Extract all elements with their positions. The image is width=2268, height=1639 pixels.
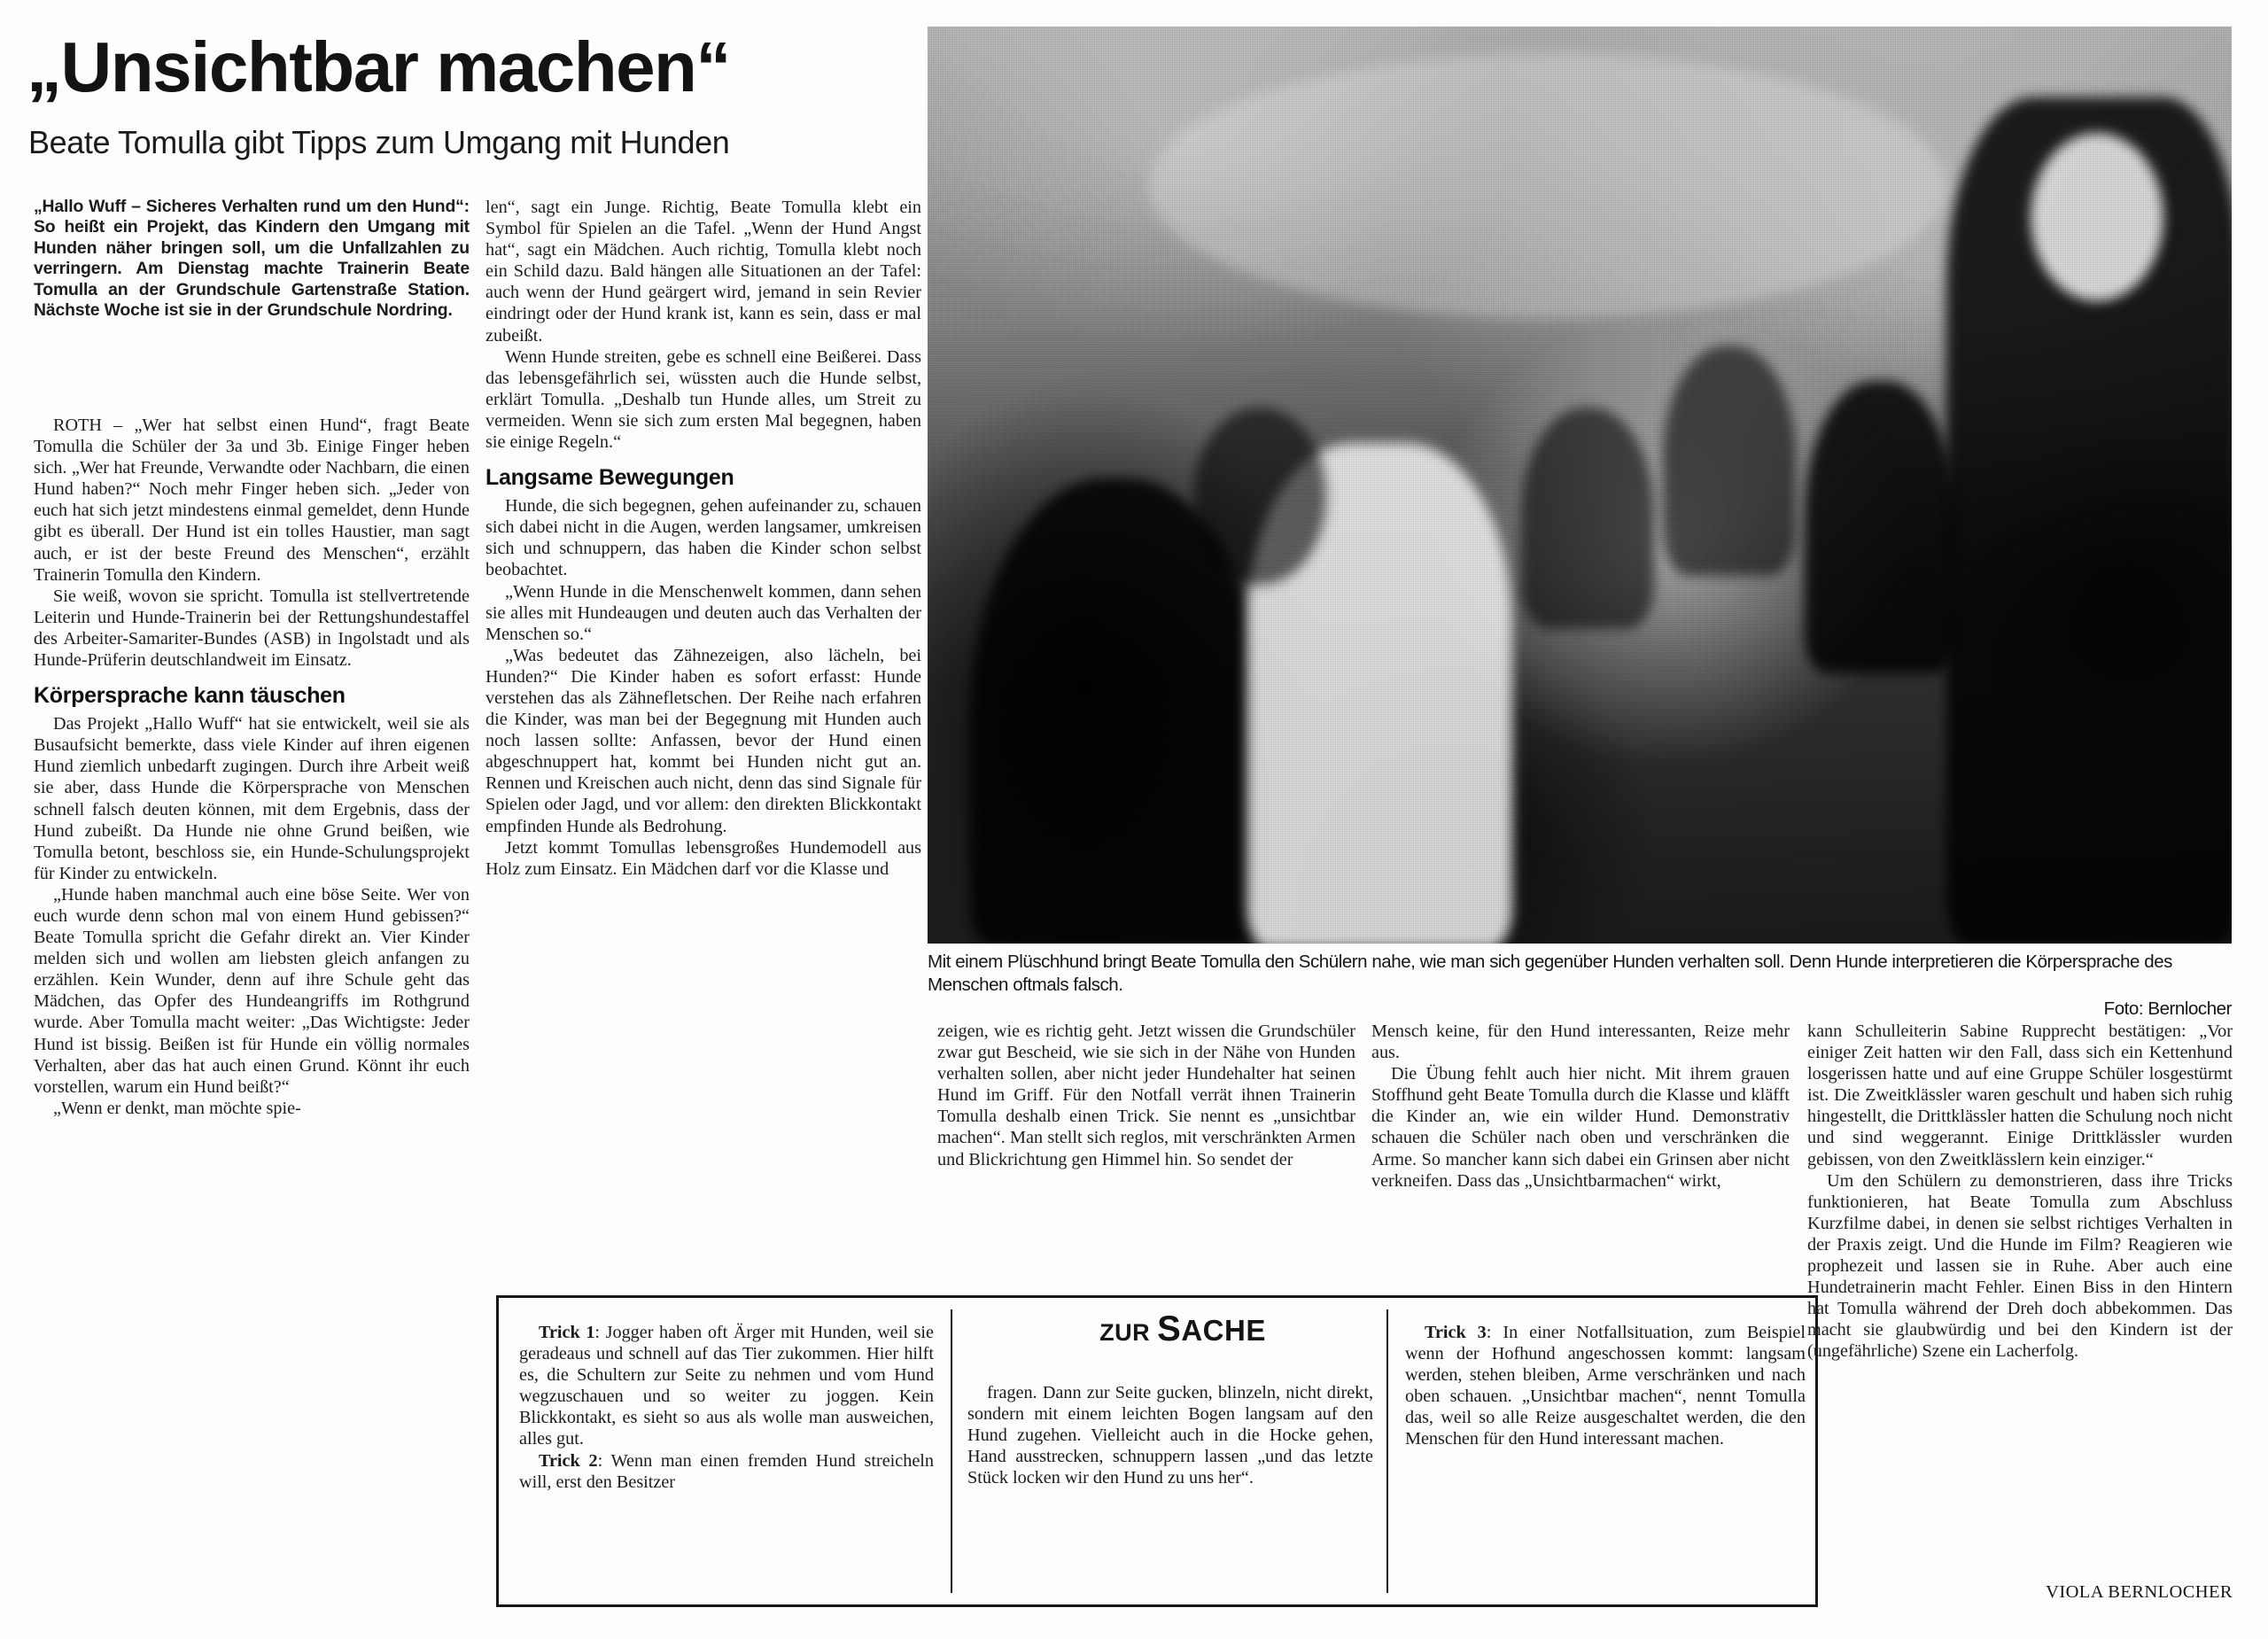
trick-1-text: : Jogger haben oft Ärger mit Hunden, weil sie geradeaus und schnell auf das Tier zukommen. Hier hilft es, die Schultern zur Seite zu nehmen und vom Hund wegzuschauen und so weiter zu joggen. Kein Blickkontakt, es sieht so aus als wolle man ausweichen, alles gut. (519, 1323, 934, 1449)
box-divider-2 (1386, 1309, 1388, 1593)
paragraph: Sie weiß, wovon sie spricht. Tomulla ist stellvertretende Leiterin und Hunde-Trainerin bei der Rettungshundestaffel des Arbeiter-Samariter-Bundes (ASB) in Ingolstadt und als Hunde-Prüferin deutschlandweit im Einsatz. (34, 586, 470, 671)
trick-3-label: Trick 3 (1425, 1323, 1487, 1342)
article-column-2 (485, 197, 921, 880)
paragraph: len“, sagt ein Junge. Richtig, Beate Tomulla klebt ein Symbol für Spielen an die Tafel. „Wenn der Hund Angst hat“, sagt ein Mädchen. Auch richtig, Tomulla klebt noch ein Schild dazu. Bald hängen alle Situationen an der Tafel: auch wenn der Hund geärgert wird, jemand in sein Revier eindringt oder der Hund krank ist, kann es sein, dass er mal zubeißt. (485, 198, 921, 346)
main-photo (928, 27, 2232, 944)
paragraph: Um den Schülern zu demonstrieren, dass ihre Tricks funktionieren, hat Beate Tomulla zum Abschluss Kurzfilme dabei, in denen sie selbst richtiges Verhalten in der Praxis zeigt. Und die Hunde im Film? Reagieren wie prophezeit und lassen sie in Ruhe. Aber auch eine Hundetrainerin macht Fehler. Einen Biss in den Hintern hat Tomulla während der Dreh doch abbekommen. Das macht sie glaubwürdig und bei den Kindern ist der (ungefährliche) Szene ein Lacherfolg. (1807, 1170, 2233, 1362)
page-headline: „Unsichtbar machen“ (27, 27, 730, 106)
trick-2-label: Trick 2 (539, 1450, 598, 1471)
section-heading-koerpersprache: Körpersprache kann täuschen (34, 683, 346, 709)
section-heading-langsame-bewegungen: Langsame Bewegungen (485, 465, 734, 491)
paragraph: „Wenn Hunde in die Menschenwelt kommen, dann sehen sie alles mit Hundeaugen und deuten auch das Verhalten der Menschen so.“ (485, 581, 921, 644)
paragraph: „Wenn er denkt, man möchte spie- (53, 1098, 301, 1118)
zur-sache-column-trick1 (519, 1322, 934, 1493)
paragraph: zeigen, wie es richtig geht. Jetzt wissen die Grundschüler zwar gut Bescheid, wie sie sich in der Nähe von Hunden verhalten sollen, aber nicht jeder Hundehalter hat seinen Hund im Griff. Für den Notfall verrät ihnen Trainerin Tomulla deshalb einen Trick. Sie nennt es „unsichtbar machen“. Man stellt sich reglos, mit verschränkten Armen und Blickrichtung gen Himmel hin. So sendet der (937, 1021, 1355, 1169)
zur-sache-title-zur: ZUR (1099, 1319, 1158, 1346)
paragraph: Jetzt kommt Tomullas lebensgroßes Hundemodell aus Holz zum Einsatz. Ein Mädchen darf vor die Klasse und (485, 837, 921, 879)
page-subheadline: Beate Tomulla gibt Tipps zum Umgang mit Hunden (28, 124, 730, 160)
paragraph: ROTH – „Wer hat selbst einen Hund“, fragt Beate Tomulla die Schüler der 3a und 3b. Einige Finger heben sich. „Wer hat Freunde, Verwandte oder Nachbarn, die einen Hund haben?“ Noch mehr Finger heben sich. „Jeder von euch hat sich jetzt mindestens einmal gemeldet, denn Hunde gibt es überall. Der Hund ist ein tolles Haustier, man sagt auch, er ist der beste Freund des Menschen“, erzählt Trainerin Tomulla den Kindern. (34, 416, 470, 585)
zur-sache-title-s: S (1157, 1309, 1182, 1348)
article-lead (34, 197, 470, 321)
paragraph: kann Schulleiterin Sabine Rupprecht bestätigen: „Vor einiger Zeit hatten wir den Fall, dass sich ein Kettenhund losgerissen hatte und auf eine Gruppe Schüler losgestürmt ist. Die Zweitklässler waren geschult und haben sich ruhig hingestellt, die Drittklässler hatten die Schulung noch nicht und sind weggerannt. Einige Drittklässler wurden gebissen, von den Zweitklässlern kein einziger.“ (1807, 1021, 2233, 1169)
paragraph: Wenn Hunde streiten, gebe es schnell eine Beißerei. Dass das lebensgefährlich sei, wüssten auch die Hunde selbst, erklärt Tomulla. „Deshalb tun Hunde alles, um Streit zu vermeiden. Wenn sie sich zum ersten Mal begegnen, haben sie einige Regeln.“ (485, 346, 921, 453)
zur-sache-title-ache: ACHE (1181, 1314, 1266, 1347)
lead-paragraph: „Hallo Wuff – Sicheres Verhalten rund um den Hund“: So heißt ein Projekt, das Kindern den Umgang mit Hunden näher bringen soll, um die Unfallzahlen zu verringern. Am Dienstag machte Trainerin Beate Tomulla an der Grundschule Gartenstraße Station. Nächste Woche ist sie in der Grundschule Nordring. (34, 197, 470, 321)
article-column-1 (34, 415, 470, 1119)
paragraph: Die Übung fehlt auch hier nicht. Mit ihrem grauen Stoffhund geht Beate Tomulla durch die Klasse und kläfft die Kinder an, wie ein wilder Hund. Demonstrativ schauen die Schüler nach oben und verschränken die Arme. So mancher kann sich dabei ein Grinsen aber nicht verkneifen. Dass das „Unsichtbarmachen“ wirkt, (1371, 1064, 1790, 1191)
paragraph: „Was bedeutet das Zähnezeigen, also lächeln, bei Hunden?“ Die Kinder haben es sofort erfasst: Hunde verstehen das als Zähnefletschen. Der Reihe nach erfahren die Kinder, was man bei der Begegnung mit Hunden auch noch lassen sollte: Anfassen, bevor der Hund einen abgeschnuppert hat, kommt bei Hunden nicht gut an. Rennen und Kreischen auch nicht, denn das sind Signale für Spielen oder Jagd, und vor allem: den direkten Blickkontakt empfinden Hunde als Bedrohung. (485, 645, 921, 836)
article-byline: VIOLA BERNLOCHER (2046, 1582, 2233, 1602)
trick-2-text-part: : Wenn man einen fremden Hund streicheln will, erst den Besitzer (519, 1450, 934, 1492)
photo-caption-text: Mit einem Plüschhund bringt Beate Tomulla den Schülern nahe, wie man sich gegenüber Hunden verhalten soll. Denn Hunde interpretieren die Körpersprache des Menschen oftmals falsch. (928, 952, 2172, 995)
trick-3 (1405, 1322, 1806, 1450)
trick-3-text: : In einer Notfallsituation, zum Beispiel wenn der Hofhund angeschossen kommt: langsam werden, stehen bleiben, Arme verschränken und nach oben schauen. „Unsichtbar machen“, nennt Tomulla das, weil so alle Reize ausgeschaltet werden, die den Menschen für den Hund interessant machen. (1405, 1323, 1806, 1449)
article-column-3 (937, 1021, 1355, 1170)
article-column-4 (1371, 1021, 1790, 1192)
trick-2-continued: fragen. Dann zur Seite gucken, blinzeln, nicht direkt, sondern mit einem leichten Bogen langsam auf den Hund zugehen. Vielleicht auch in die Hocke gehen, Hand ausstrecken, schnuppern lassen „und das letzte Stück locken wir den Hund zu uns her“. (967, 1383, 1373, 1488)
photo-halftone-grain (928, 27, 2232, 944)
trick-2 (519, 1450, 934, 1493)
trick-1 (519, 1322, 934, 1450)
zur-sache-title (1050, 1309, 1316, 1349)
paragraph: „Hunde haben manchmal auch eine böse Seite. Wer von euch wurde denn schon mal von einem Hund gebissen?“ Beate Tomulla spricht die Gefahr direkt an. Vier Kinder melden sich und wollen am liebsten gleich anfangen zu erzählen. Kein Wunder, denn auf ihre Schule geht das Mädchen, das Opfer des Hundeangriffs im Rothgrund wurde. Aber Tomulla macht weiter: „Das Wichtigste: Jeder Hund ist bissig. Beißen ist für Hunde ein völlig normales Verhalten, aber das hat auch einen Grund. Könnt ihr euch vorstellen, warum ein Hund beißt?“ (34, 884, 470, 1097)
photo-caption (928, 951, 2232, 1021)
box-divider-1 (951, 1309, 952, 1593)
article-column-5 (1807, 1021, 2233, 1363)
trick-1-label: Trick 1 (539, 1323, 595, 1342)
zur-sache-column-trick2-cont (967, 1382, 1373, 1488)
paragraph: Mensch keine, für den Hund interessanten, Reize mehr aus. (1371, 1021, 1790, 1063)
photo-credit: Foto: Bernlocher (2103, 998, 2232, 1019)
paragraph: Hunde, die sich begegnen, gehen aufeinander zu, schauen sich dabei nicht in die Augen, werden langsamer, umkreisen sich und schnuppern, das haben die Kinder schon selbst beobachtet. (485, 496, 921, 580)
paragraph: Das Projekt „Hallo Wuff“ hat sie entwickelt, weil sie als Busaufsicht bemerkte, dass viele Kinder auf ihren eigenen Hund ziemlich unbedarft zugingen. Durch ihre Arbeit weiß sie aber, dass Hunde die Körpersprache von Menschen schnell falsch deuten können, mit dem Ergebnis, dass der Hund zubeißt. Da Hunde nie ohne Grund beißen, wie Tomulla betont, beschloss sie, ein Hunde-Schulungsprojekt für Kinder zu entwickeln. (34, 714, 470, 883)
zur-sache-column-trick3 (1405, 1322, 1806, 1450)
